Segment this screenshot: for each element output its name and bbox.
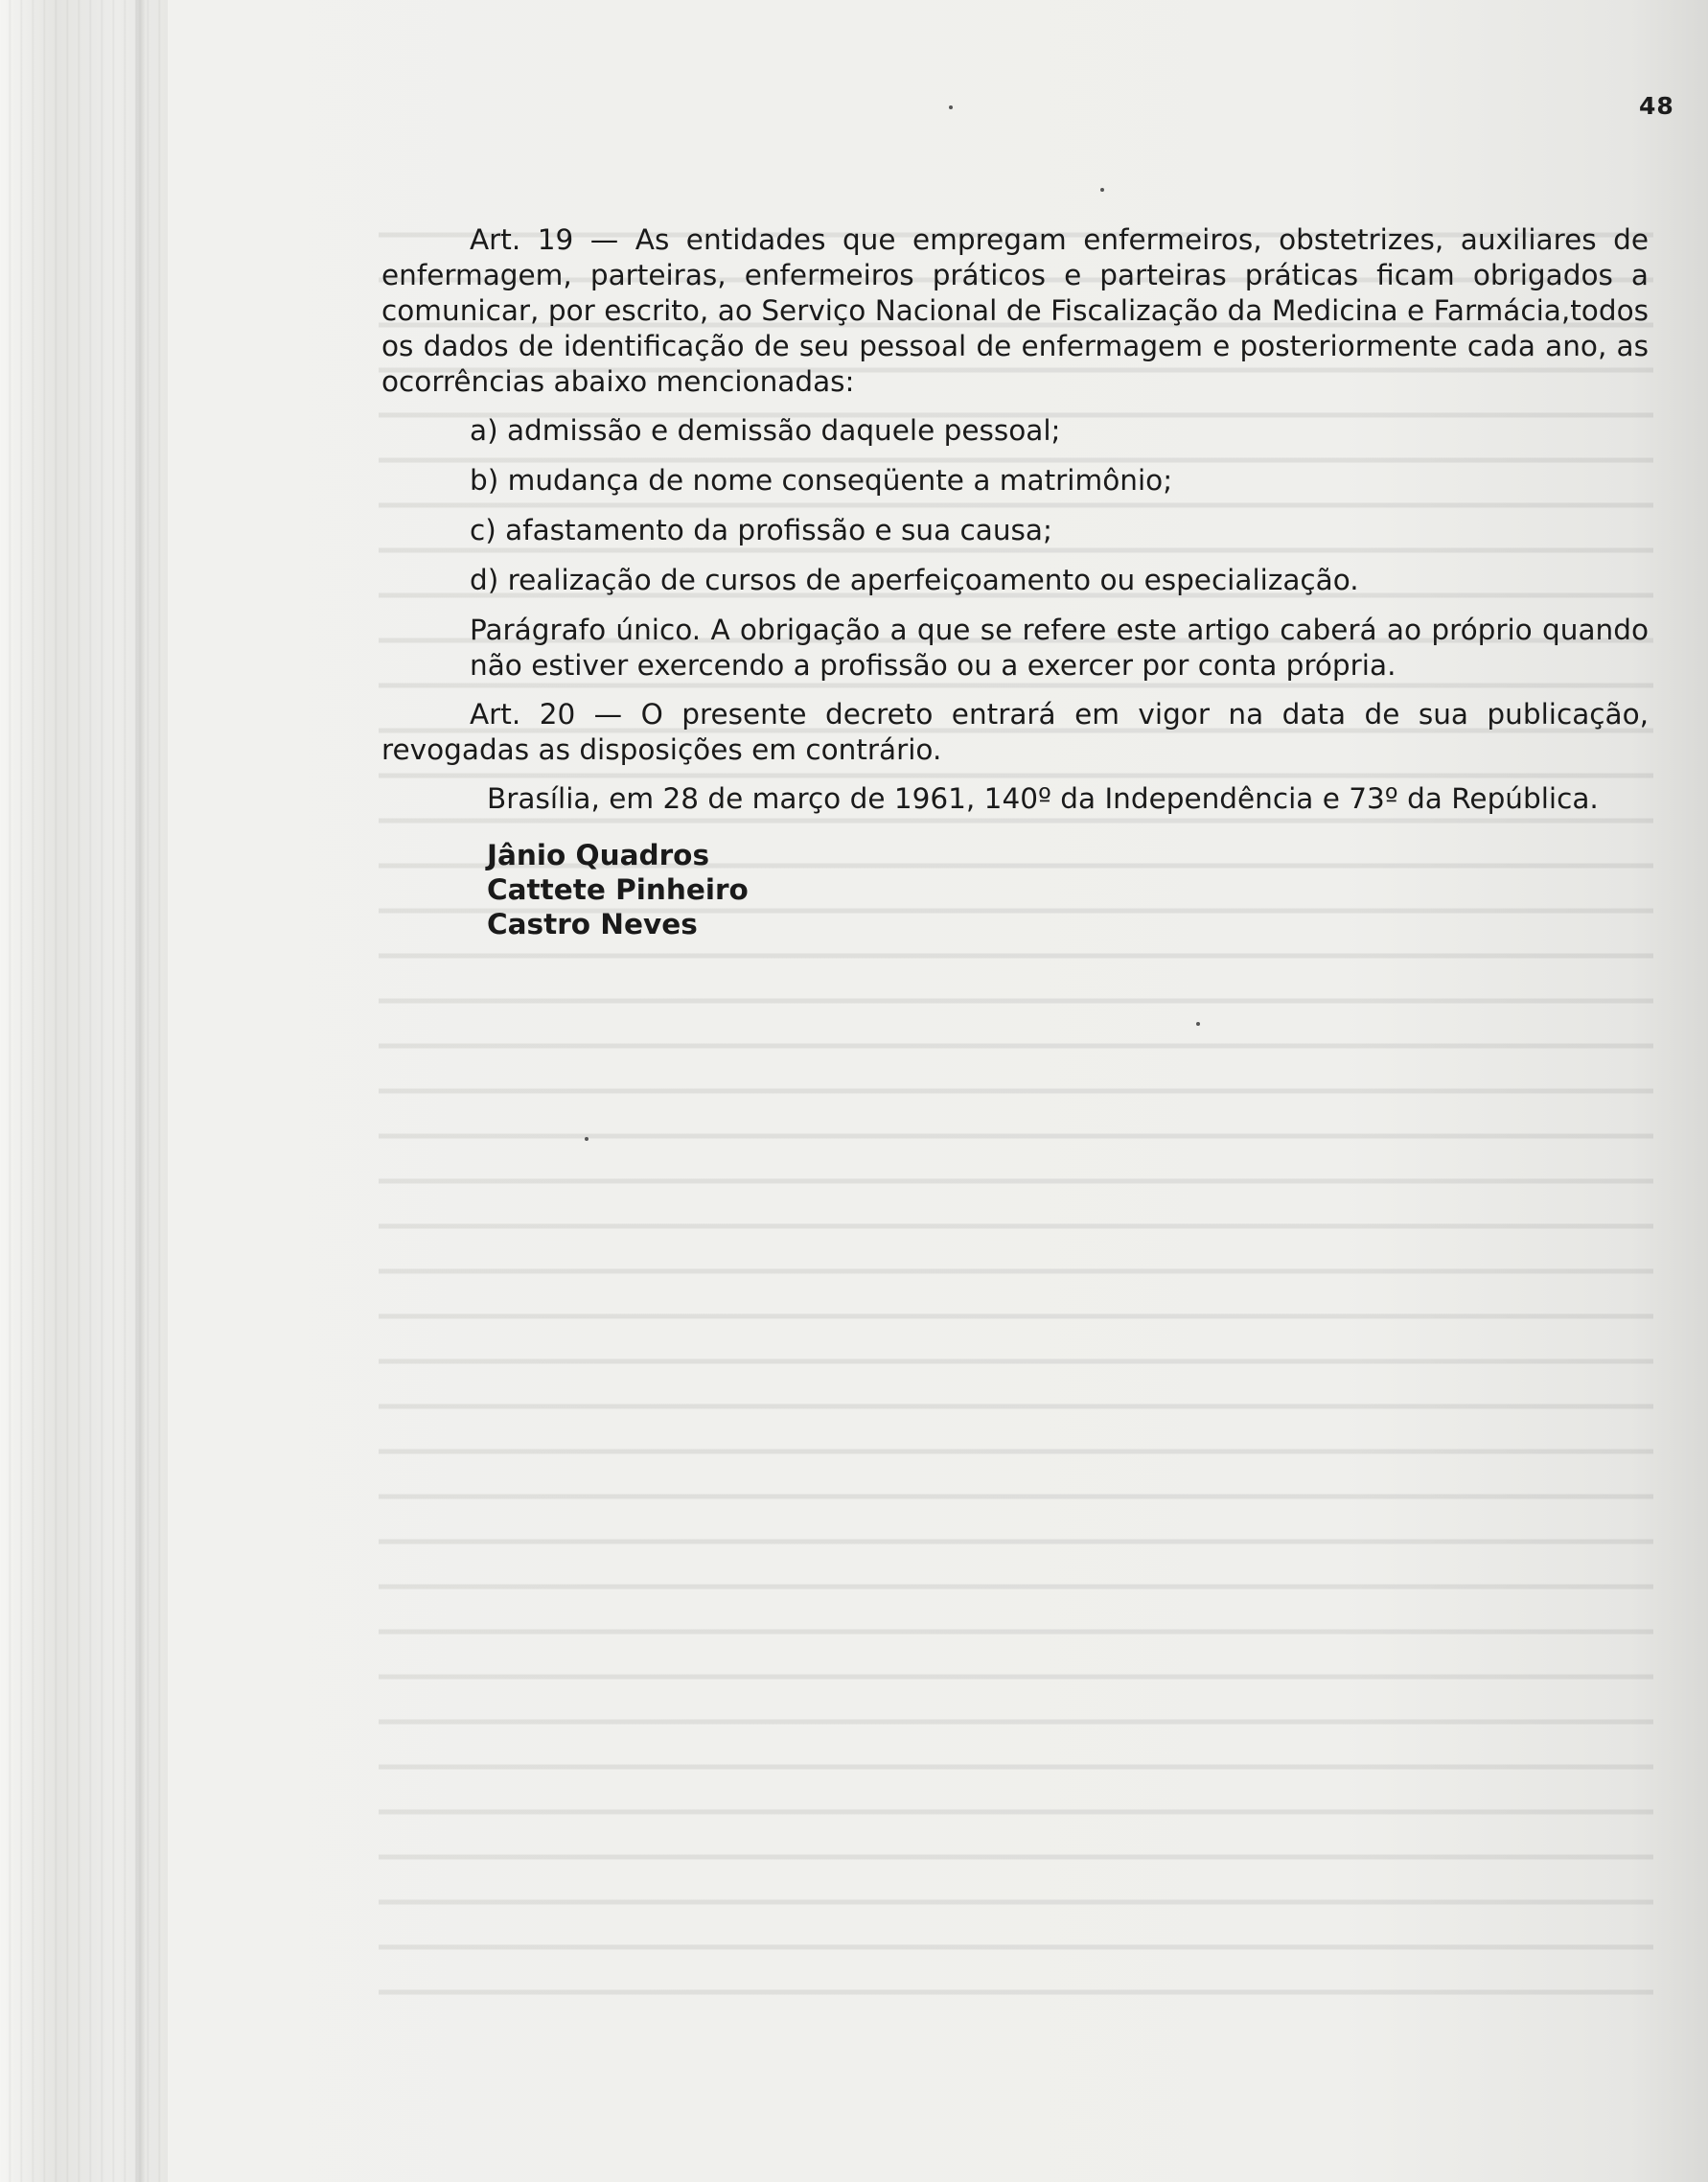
signatory-name: Cattete Pinheiro [487, 873, 749, 906]
signatures [381, 838, 1649, 941]
article-19-item-b: b) mudança de nome conseqüente a matrimônio; [470, 464, 1173, 497]
article-19-item-c: c) afastamento da profissão e sua causa; [470, 514, 1052, 546]
article-19: Art. 19 — As entidades que empregam enfermeiros, obstetrizes, auxiliares de enfermagem, parteiras, enfermeiros práticos e parteiras práticas ficam obrigados a comunicar, por escrito, ao Serviço Nacional de Fiscalização da Medicina e Farmácia,todos os dados de identificação de seu pessoal de enfermagem e posteriormente cada ano, as ocorrências abaixo mencionadas: [381, 223, 1649, 398]
document-body [381, 222, 1649, 941]
scan-speck [1196, 1022, 1200, 1026]
article-19-paragrafo-unico: Parágrafo único. A obrigação a que se refere este artigo caberá ao próprio quando não estiver exercendo a profissão ou a exercer por conta própria. [470, 614, 1649, 682]
binding-shadow [134, 0, 146, 2182]
article-19-item-d: d) realização de cursos de aperfeiçoamento ou especialização. [470, 564, 1359, 596]
scan-speck [585, 1137, 589, 1141]
signatory-name: Castro Neves [487, 908, 698, 940]
date-line: Brasília, em 28 de março de 1961, 140º da Independência e 73º da República. [487, 782, 1599, 815]
article-20: Art. 20 — O presente decreto entrará em vigor na data de sua publicação, revogadas as disposições em contrário. [381, 698, 1649, 766]
scan-speck [1100, 188, 1104, 192]
page-number: 48 [1639, 92, 1674, 120]
article-19-item-a: a) admissão e demissão daquele pessoal; [470, 414, 1061, 447]
signatory-name: Jânio Quadros [487, 839, 710, 871]
scan-speck [949, 105, 953, 109]
